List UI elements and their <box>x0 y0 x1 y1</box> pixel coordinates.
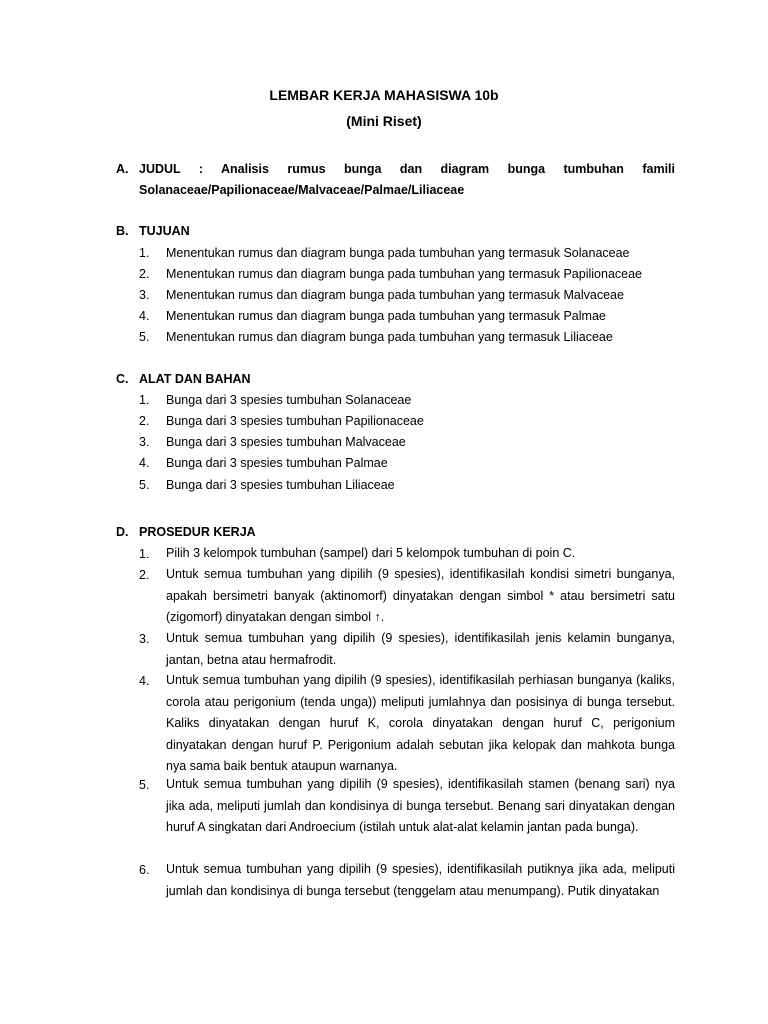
list-item-number: 2. <box>139 267 150 281</box>
list-item: Menentukan rumus dan diagram bunga pada tumbuhan yang termasuk Solanaceae <box>166 246 630 260</box>
asterisk-symbol: * <box>549 588 555 603</box>
section-a-judul-line2: Solanaceae/Papilionaceae/Malvaceae/Palmae/Liliaceae <box>139 183 465 197</box>
section-d-title: PROSEDUR KERJA <box>139 525 256 539</box>
list-item-number: 5. <box>139 478 150 492</box>
list-item: Bunga dari 3 spesies tumbuhan Solanaceae <box>166 393 412 407</box>
procedure-step <box>166 564 675 629</box>
section-a-judul-line1: JUDUL : Analisis rumus bunga dan diagram bunga tumbuhan famili <box>139 162 675 176</box>
section-a-letter: A. <box>116 162 129 176</box>
list-item-number: 1. <box>139 246 150 260</box>
list-item-number: 5. <box>139 778 150 792</box>
list-item-number: 4. <box>139 674 150 688</box>
procedure-step: Untuk semua tumbuhan yang dipilih (9 spesies), identifikasilah stamen (benang sari) nya jika ada, meliputi jumlah dan kondisinya di bunga tersebut. Benang sari dinyatakan dengan huruf A singkatan dari Androecium (istilah untuk alat-alat kelamin jantan pada bunga). <box>166 777 675 834</box>
list-item-number: 2. <box>139 414 150 428</box>
list-item: Menentukan rumus dan diagram bunga pada tumbuhan yang termasuk Liliaceae <box>166 330 613 344</box>
list-item-number: 3. <box>139 288 150 302</box>
section-d-letter: D. <box>116 525 129 539</box>
list-item: Bunga dari 3 spesies tumbuhan Palmae <box>166 456 388 470</box>
procedure-step-text: . <box>380 610 385 624</box>
section-b-letter: B. <box>116 224 129 238</box>
procedure-step: Untuk semua tumbuhan yang dipilih (9 spesies), identifikasilah jenis kelamin bunganya, jantan, betna atau hermafrodit. <box>166 631 675 667</box>
list-item-number: 2. <box>139 568 150 582</box>
list-item-number: 3. <box>139 632 150 646</box>
document-title: LEMBAR KERJA MAHASISWA 10b <box>269 87 499 103</box>
list-item: Menentukan rumus dan diagram bunga pada tumbuhan yang termasuk Malvaceae <box>166 288 624 302</box>
list-item: Bunga dari 3 spesies tumbuhan Malvaceae <box>166 435 406 449</box>
list-item-number: 3. <box>139 435 150 449</box>
list-item-number: 5. <box>139 330 150 344</box>
list-item-number: 1. <box>139 393 150 407</box>
section-b-title: TUJUAN <box>139 224 190 238</box>
list-item: Menentukan rumus dan diagram bunga pada tumbuhan yang termasuk Palmae <box>166 309 606 323</box>
procedure-step: Untuk semua tumbuhan yang dipilih (9 spesies), identifikasilah putiknya jika ada, meliputi jumlah dan kondisinya di bunga tersebut (tenggelam atau menumpang). Putik dinyatakan <box>166 862 675 898</box>
document-subtitle: (Mini Riset) <box>346 113 422 129</box>
list-item-number: 4. <box>139 309 150 323</box>
list-item-number: 6. <box>139 863 150 877</box>
list-item: Menentukan rumus dan diagram bunga pada tumbuhan yang termasuk Papilionaceae <box>166 267 643 281</box>
procedure-step: Untuk semua tumbuhan yang dipilih (9 spesies), identifikasilah perhiasan bunganya (kaliks, corola atau perigonium (tenda unga)) meliputi jumlahnya dan posisinya di bunga tersebut. Kaliks dinyatakan dengan huruf K, corola dinyatakan dengan huruf C, perigonium dinyatakan dengan huruf P. Perigonium adalah sebutan jika kelopak dan mahkota bunga nya sama baik bentuk ataupun warnanya. <box>166 673 675 773</box>
arrow-up-symbol: ↑ <box>374 610 381 624</box>
list-item-number: 4. <box>139 456 150 470</box>
list-item: Bunga dari 3 spesies tumbuhan Papilionaceae <box>166 414 424 428</box>
procedure-step-text: atau bersimetri satu (zigomorf) dinyatakan dengan simbol <box>166 588 675 624</box>
section-c-title: ALAT DAN BAHAN <box>139 372 251 386</box>
list-item-number: 1. <box>139 547 150 561</box>
procedure-step: Pilih 3 kelompok tumbuhan (sampel) dari 5 kelompok tumbuhan di poin C. <box>166 546 576 560</box>
procedure-step-text: Untuk semua tumbuhan yang dipilih (9 spesies), identifikasilah kondisi simetri bunganya, apakah bersimetri banyak (aktinomorf) dinyatakan dengan simbol <box>166 567 675 603</box>
section-c-letter: C. <box>116 372 129 386</box>
list-item: Bunga dari 3 spesies tumbuhan Liliaceae <box>166 478 395 492</box>
